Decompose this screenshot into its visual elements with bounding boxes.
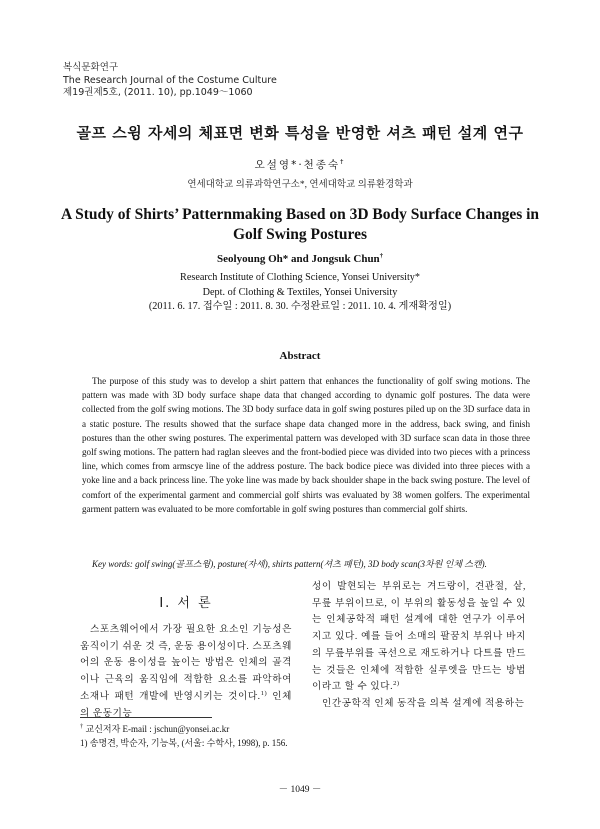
- intro-paragraph-1-continued-text: 성이 발현되는 부위로는 겨드랑이, 견관절, 샅, 무릎 부위이므로, 이 부위의 활동성을 높일 수 있는 인체공학적 패턴 설계에 대한 연구가 이루어지고 있다. 예를 들어 소매의 팔꿈치 부위나 바지의 무릎부위를 곡선으로 재도하거나 다트를 만드는 것들은 인체에 적합한 실루엣을 만드는 방법이라고 할 수 있다.: [312, 581, 526, 693]
- footnote-divider: [80, 717, 212, 718]
- footnote-corresponding: [80, 722, 287, 736]
- submission-dates: (2011. 6. 17. 접수일 : 2011. 8. 30. 수정완료일 : 2011. 10. 4. 게재확정일): [148, 301, 452, 312]
- intro-paragraph-2: 인간공학적 인체 동작을 의복 설계에 적용하는: [322, 697, 525, 709]
- body-column-right: [312, 579, 526, 713]
- page-number: － 1049 －: [278, 785, 322, 795]
- journal-name-en: The Research Journal of the Costume Culture: [63, 74, 277, 86]
- corresponding-mark-en: †: [379, 252, 383, 260]
- journal-header: [63, 62, 323, 100]
- paper-title-en: A Study of Shirts’ Patternmaking Based on 3D Body Surface Changes in Golf Swing Postures: [60, 206, 540, 243]
- intro-paragraph-1-continued: [312, 579, 526, 696]
- section-heading-introduction: Ⅰ. 서 론: [159, 596, 213, 611]
- journal-issue: 제19권제5호, (2011. 10), pp.1049～1060: [63, 87, 253, 98]
- abstract-heading: Abstract: [279, 350, 321, 362]
- affiliation-en-line-1: Research Institute of Clothing Science, Yonsei University*: [180, 272, 420, 283]
- affiliation-en: [0, 271, 600, 315]
- authors-en-names: Seolyoung Oh* and Jongsuk Chun: [217, 253, 380, 265]
- intro-paragraph-1: [80, 622, 292, 722]
- footnote-ref-1: 1): [260, 689, 268, 697]
- footnote-ref-2: 2): [393, 680, 400, 688]
- footnotes: [80, 722, 287, 750]
- journal-name-ko: 복식문화연구: [63, 62, 119, 73]
- affiliation-en-line-2: Dept. of Clothing & Textiles, Yonsei University: [202, 286, 398, 298]
- authors-en: [0, 253, 600, 265]
- paper-title-ko: 골프 스윙 자세의 체표면 변화 특성을 반영한 셔츠 패턴 설계 연구: [76, 124, 524, 142]
- footnote-corresponding-mark: †: [80, 723, 84, 730]
- footnote-corresponding-text: 교신저자 E-mail : jschun@yonsei.ac.kr: [85, 724, 230, 734]
- intro-paragraph-1-cont: 인체의 운동기능: [80, 690, 292, 719]
- footnote-reference-1: 1) 송명견, 박순자, 기능복, (서울: 수학사, 1998), p. 156.: [80, 738, 288, 748]
- keywords: Key words: golf swing(골프스윙), posture(자세), shirts pattern(셔츠 패턴), 3D body scan(3차원 인체 스캔).: [92, 559, 487, 569]
- authors-ko-names: 오설영*·천종숙: [254, 159, 341, 171]
- authors-ko: [0, 157, 600, 172]
- affiliation-ko: 연세대학교 의류과학연구소*, 연세대학교 의류환경학과: [187, 180, 413, 190]
- abstract-body: The purpose of this study was to develop a shirt pattern that enhances the functionality of golf swing motions. The pattern was made with 3D body surface shape data that changed according to dynamic golf postures. The data were collected from the golf swing motions. The 3D body surface data in golf swing postures piled up on the 3D surface data in a static posture. The results showed that the surface shape data changed more in the address, back swing, and finish postures than the other swing postures. The experimental pattern was developed with 3D surface scan data in those three golf swing motions. The pattern had raglan sleeves and the front-bodied piece was divided into two pieces with a princess line, which comes from armscye line of the address posture. The back bodice piece was divided into three pieces with a yoke line and a back princess line. The yoke line was made by back shoulder shape in the back swing posture. The level of comfort of the experimental garment and commercial golf shirts was evaluated by 38 women golfers. The experimental garment pattern was evaluated to be more comfortable in golf swing postures than commercial golf shirts.: [82, 376, 530, 514]
- intro-paragraph-1-text: 스포츠웨어에서 가장 필요한 요소인 기능성은 움직이기 쉬운 것 즉, 운동 용이성이다. 스포츠웨어의 운동 용이성을 높이는 방법은 인체의 골격이나 근육의 움직임에 적합한 요소를 파악하여 소재나 패턴 개발에 반영시키는 것이다.: [80, 624, 292, 702]
- corresponding-mark-ko: †: [340, 157, 346, 166]
- body-column-left: [80, 622, 292, 722]
